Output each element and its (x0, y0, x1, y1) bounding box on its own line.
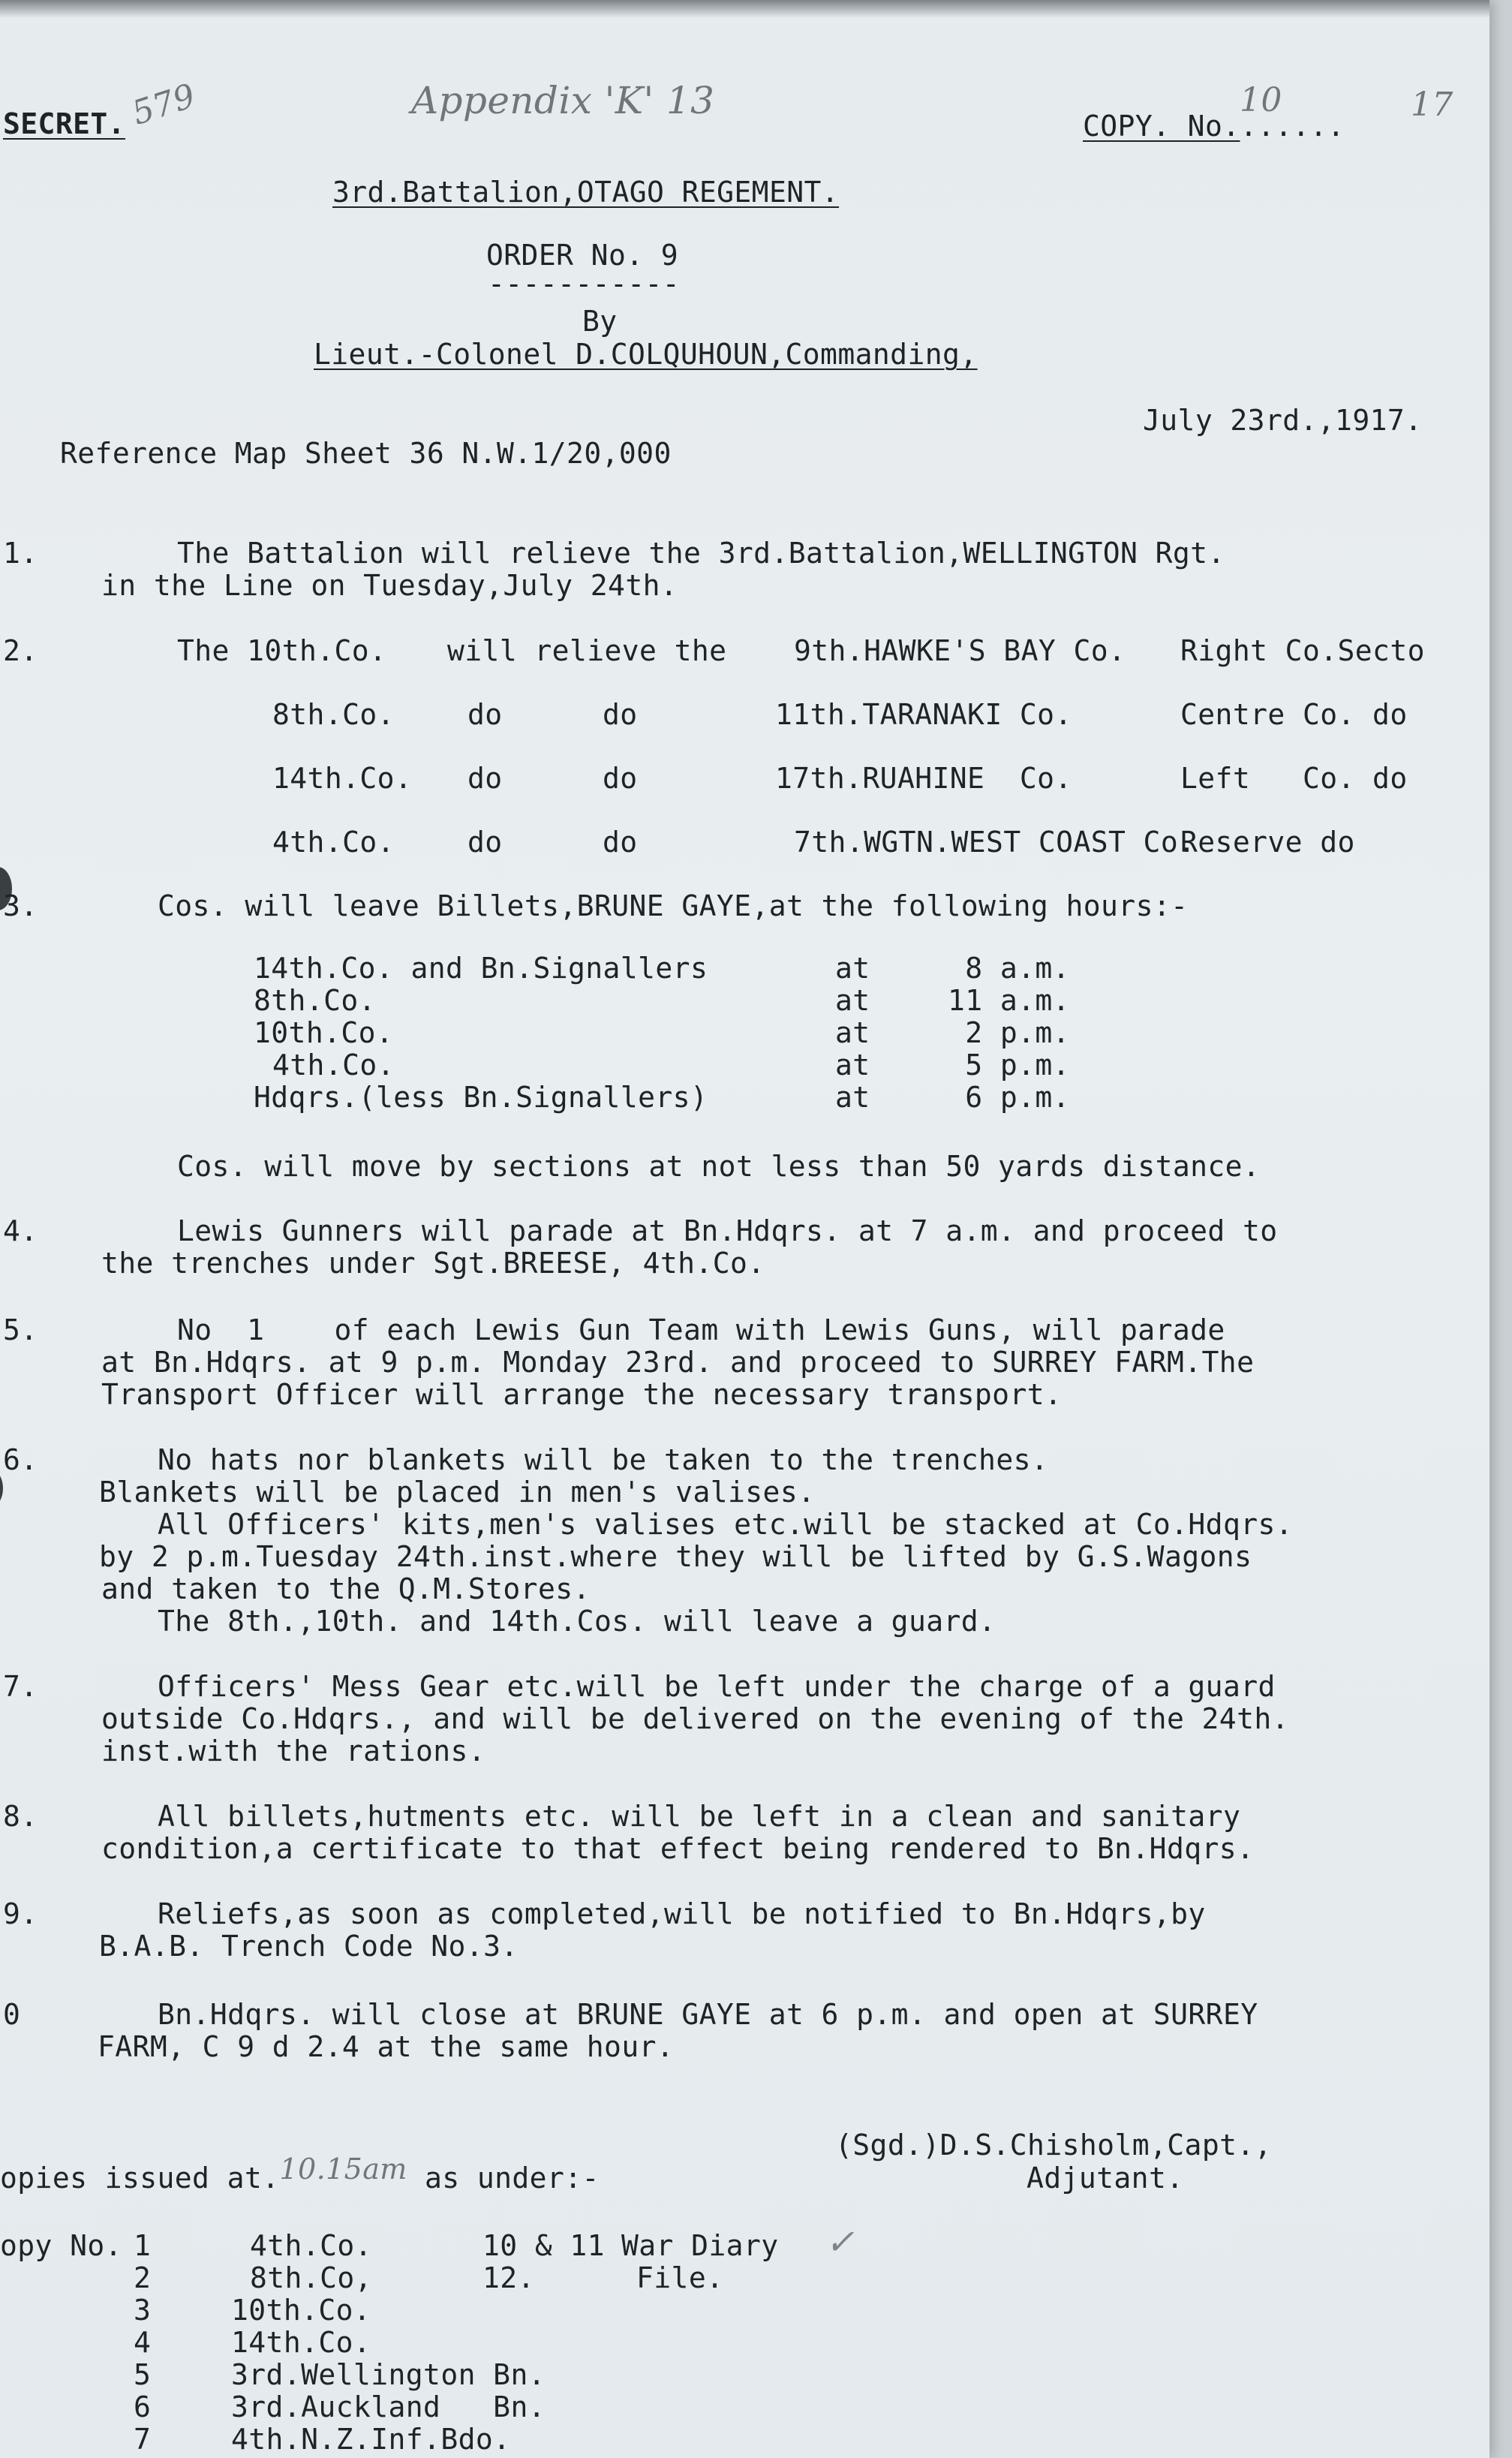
para-8-number: 8. (3, 1800, 38, 1833)
order-date: July 23rd.,1917. (1143, 404, 1423, 437)
copy-no: 7 (134, 2423, 152, 2456)
para-5-line: Transport Officer will arrange the necessary transport. (101, 1378, 1063, 1411)
para-7-line: inst.with the rations. (101, 1734, 486, 1768)
relief-company: 4th.Co. (272, 826, 395, 859)
relief-ditto: do (467, 826, 503, 859)
signature-title: Adjutant. (1027, 2162, 1184, 2195)
copy-no: 10 & 11 (482, 2229, 605, 2262)
copy-recipient: 4th.Co. (250, 2229, 372, 2262)
para-5-line: No 1 of each Lewis Gun Team with Lewis Guns, will parade (177, 1313, 1225, 1346)
schedule-unit: 14th.Co. and Bn.Signallers (254, 952, 708, 985)
copies-issued-prefix: opies issued at. (0, 2162, 280, 2195)
para-5-line: at Bn.Hdqrs. at 9 p.m. Monday 23rd. and proceed to SURREY FARM.The (101, 1346, 1255, 1379)
copy-no: 4 (134, 2326, 152, 2359)
by-label: By (582, 305, 618, 338)
signature-line: (Sgd.)D.S.Chisholm,Capt., (835, 2129, 1272, 2162)
schedule-unit: 10th.Co. (254, 1016, 394, 1049)
corner-number: 17 (1411, 86, 1453, 124)
para-10-number: 0 (3, 1998, 21, 2031)
copy-recipient: 3rd.Auckland Bn. (231, 2390, 546, 2423)
para-6-line: No hats nor blankets will be taken to the trenches. (158, 1443, 1049, 1476)
relief-sector: Reserve do (1180, 826, 1355, 859)
copy-number-handwritten: 10 (1240, 81, 1282, 119)
copy-label: COPY. No. (1083, 110, 1240, 143)
copy-recipient: 8th.Co, (250, 2261, 372, 2294)
copies-issued-line (0, 2153, 600, 2195)
para-9-line: B.A.B. Trench Code No.3. (99, 1930, 519, 1963)
relief-company: The 10th.Co. (177, 634, 387, 667)
relief-ditto: do (467, 762, 503, 795)
para-5-number: 5. (3, 1313, 38, 1346)
schedule-unit: Hdqrs.(less Bn.Signallers) (254, 1081, 708, 1114)
copy-recipient: 10th.Co. (231, 2294, 371, 2327)
para-1-line: The Battalion will relieve the 3rd.Battalion,WELLINGTON Rgt. (177, 537, 1225, 570)
para-2-number: 2. (3, 634, 38, 667)
page-top-shadow (0, 0, 1489, 18)
pencil-tick-mark: ✓ (825, 2222, 855, 2262)
order-title: ORDER No. 9 (486, 239, 679, 272)
schedule-time: 8 a.m. (948, 952, 1070, 985)
para-6-line: Blankets will be placed in men's valises. (99, 1476, 816, 1509)
copy-no: 1 (134, 2229, 152, 2262)
copy-recipient: 3rd.Wellington Bn. (231, 2358, 546, 2391)
copy-recipient: War Diary (621, 2229, 779, 2262)
order-underline: ----------- (488, 267, 681, 300)
copy-no: 3 (134, 2294, 152, 2327)
copy-no: 6 (134, 2390, 152, 2423)
para-1-number: 1. (3, 537, 38, 570)
relief-sector: Left Co. do (1180, 762, 1408, 795)
pencil-number: 579 (128, 77, 200, 133)
para-3-number: 3. (3, 889, 38, 922)
map-reference: Reference Map Sheet 36 N.W.1/20,000 (60, 437, 672, 470)
schedule-at: at (835, 1048, 870, 1082)
copy-recipient: 4th.N.Z.Inf.Bdo. (231, 2423, 511, 2456)
para-6-line: and taken to the Q.M.Stores. (101, 1572, 591, 1605)
schedule-unit: 8th.Co. (254, 984, 376, 1017)
relief-sector: Centre Co. do (1180, 698, 1408, 731)
copy-dots: ...... (1240, 110, 1345, 143)
copy-recipient: File. (636, 2261, 724, 2294)
relief-relieved-company: 9th.HAWKE'S BAY Co. (794, 634, 1126, 667)
para-4-line: the trenches under Sgt.BREESE, 4th.Co. (101, 1247, 765, 1280)
para-1-line: in the Line on Tuesday,July 24th. (101, 569, 678, 602)
para-3-note: Cos. will move by sections at not less than 50 yards distance. (177, 1150, 1261, 1183)
para-6-line: All Officers' kits,men's valises etc.will be stacked at Co.Hdqrs. (158, 1508, 1294, 1541)
para-8-line: All billets,hutments etc. will be left in a clean and sanitary (158, 1800, 1241, 1833)
schedule-at: at (835, 1016, 870, 1049)
para-10-line: Bn.Hdqrs. will close at BRUNE GAYE at 6 p.m. and open at SURREY (158, 1998, 1258, 2031)
copy-no: 12. (482, 2261, 535, 2294)
appendix-annotation: Appendix 'K' 13 (411, 79, 715, 122)
relief-company: 8th.Co. (272, 698, 395, 731)
para-6-number: 6. (3, 1443, 38, 1476)
commander-line: Lieut.-Colonel D.COLQUHOUN,Commanding, (314, 338, 978, 371)
copy-no: 2 (134, 2261, 152, 2294)
para-7-line: Officers' Mess Gear etc.will be left under the charge of a guard (158, 1670, 1276, 1703)
para-10-line: FARM, C 9 d 2.4 at the same hour. (98, 2030, 675, 2063)
para-8-line: condition,a certificate to that effect being rendered to Bn.Hdqrs. (101, 1832, 1255, 1865)
relief-relieved-company: 17th.RUAHINE Co. (775, 762, 1072, 795)
relief-ditto: do (467, 698, 503, 731)
relief-sector: Right Co.Secto (1180, 634, 1425, 667)
relief-company: 14th.Co. (272, 762, 413, 795)
copies-issued-suffix: as under:- (407, 2162, 600, 2195)
schedule-time: 2 p.m. (948, 1016, 1070, 1049)
schedule-time: 6 p.m. (948, 1081, 1070, 1114)
para-4-number: 4. (3, 1214, 38, 1247)
schedule-at: at (835, 984, 870, 1017)
secret-label: SECRET. (3, 107, 125, 140)
schedule-time: 5 p.m. (948, 1048, 1070, 1082)
relief-relieved-company: 11th.TARANAKI Co. (775, 698, 1072, 731)
relief-ditto: do (603, 762, 638, 795)
schedule-time: 11 a.m. (948, 984, 1070, 1017)
para-9-line: Reliefs,as soon as completed,will be notified to Bn.Hdqrs,by (158, 1897, 1206, 1930)
para-7-number: 7. (3, 1670, 38, 1703)
schedule-at: at (835, 952, 870, 985)
copy-no: 5 (134, 2358, 152, 2391)
relief-relieved-company: 7th.WGTN.WEST COAST Co. (794, 826, 1196, 859)
para-6-line: by 2 p.m.Tuesday 24th.inst.where they will be lifted by G.S.Wagons (99, 1540, 1252, 1573)
para-4-line: Lewis Gunners will parade at Bn.Hdqrs. at 7 a.m. and proceed to (177, 1214, 1278, 1247)
relief-ditto: do (603, 698, 638, 731)
schedule-at: at (835, 1081, 870, 1114)
para-6-line: The 8th.,10th. and 14th.Cos. will leave a guard. (158, 1605, 996, 1638)
para-3-intro: Cos. will leave Billets,BRUNE GAYE,at the following hours:- (158, 889, 1189, 922)
para-7-line: outside Co.Hdqrs., and will be delivered on the evening of the 24th. (101, 1702, 1289, 1735)
schedule-unit: 4th.Co. (272, 1048, 395, 1082)
copy-number-label: opy No. (0, 2229, 122, 2262)
copy-recipient: 14th.Co. (231, 2326, 371, 2359)
unit-title: 3rd.Battalion,OTAGO REGEMENT. (332, 176, 840, 209)
relief-ditto: do (603, 826, 638, 859)
para-9-number: 9. (3, 1897, 38, 1930)
issued-time-handwritten: 10.15am (279, 2153, 407, 2186)
copy-number-field (1083, 110, 1345, 143)
relief-verb: will relieve the (447, 634, 727, 667)
